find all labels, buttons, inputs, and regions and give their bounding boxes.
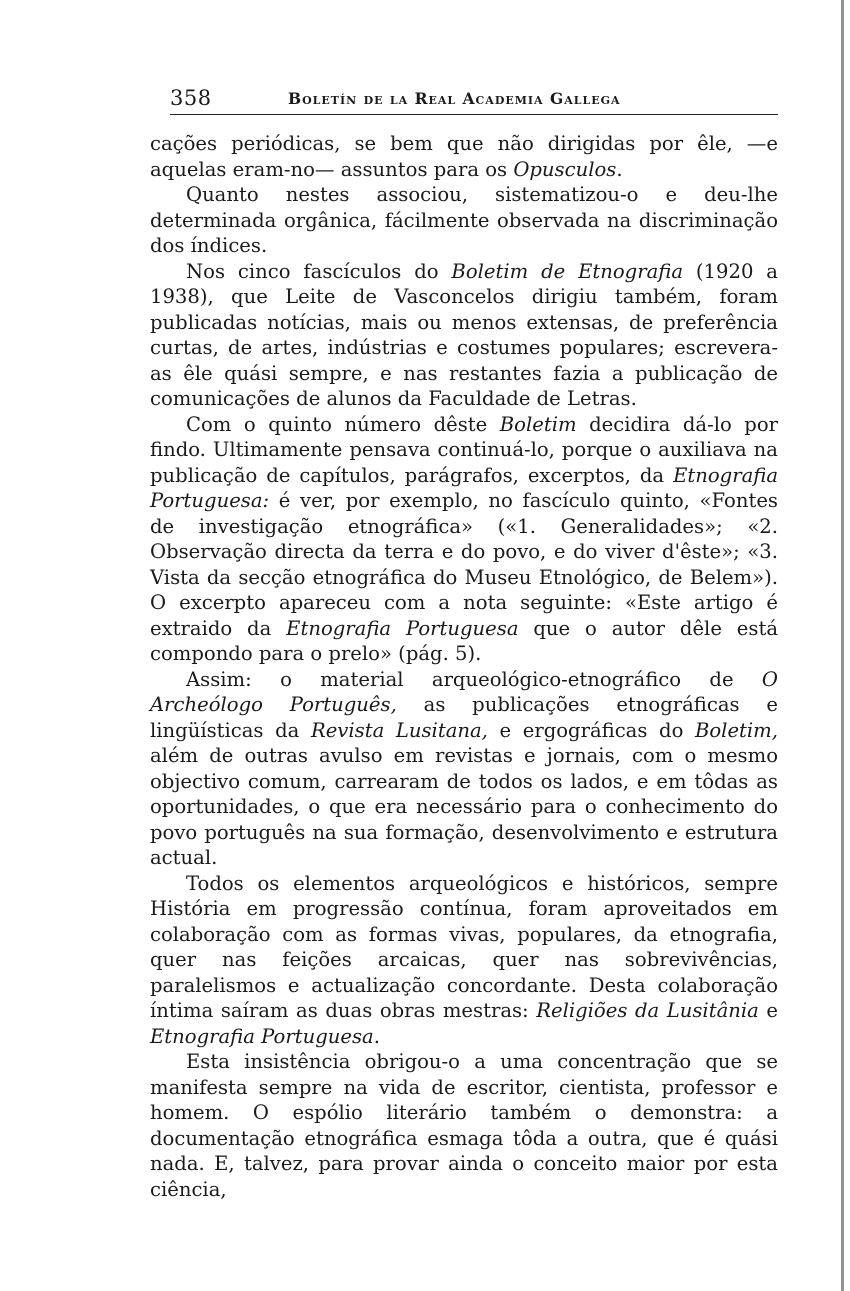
paragraph bbox=[150, 412, 778, 667]
text-run: as publicações etnográficas e lingüísticas da bbox=[150, 693, 778, 742]
paragraph bbox=[150, 131, 778, 182]
text-run: Assim: o material arqueológico-etnográfico de bbox=[186, 667, 762, 691]
text-run: (1920 a 1938), que Leite de Vasconcelos dirigiu também, foram publicadas notícias, mais ou menos extensas, de preferência curtas, de artes, indústrias e costumes populares; escrevera-as êle quási sempre, e nas restantes fazia a publicação de comunicações de alunos da Faculdade de Letras. bbox=[150, 259, 778, 410]
italic-title-text: Boletim bbox=[499, 412, 577, 436]
italic-title-text: O Archeólogo Português, bbox=[150, 667, 778, 716]
italic-title-text: Etnografia Portuguesa: bbox=[150, 463, 778, 512]
italic-title-text: Revista Lusitana, bbox=[310, 718, 488, 742]
italic-title-text: Opusculos bbox=[513, 157, 617, 181]
text-run: além de outras avulso em revistas e jornais, com o mesmo objectivo comum, carrearam de todos os lados, e em tôdas as oportunidades, o que era necessário para o conhecimento do povo português na sua formação, desenvolvimento e estrutura actual. bbox=[150, 744, 778, 869]
body-text bbox=[150, 131, 778, 1202]
page-edge-shadow bbox=[841, 0, 844, 1291]
text-run: Todos os elementos arqueológicos e históricos, sempre História em progressão contínua, foram aproveitados em colaboração com as formas vivas, populares, da etnografia, quer nas feições arcaicas, quer nas sobrevivências, paralelismos e actualização concordante. Desta colaboração íntima saíram as duas obras mestras: bbox=[150, 871, 778, 1022]
text-run: Quanto nestes associou, sistematizou-o e deu-lhe determinada orgânica, fácilmente observada na discriminação dos índices. bbox=[150, 183, 778, 257]
text-run: cações periódicas, se bem que não dirigidas por êle, —e aquelas eram-no— assuntos para os bbox=[150, 132, 778, 181]
text-run: Nos cinco fascículos do bbox=[186, 259, 452, 283]
paragraph bbox=[150, 1049, 778, 1202]
paragraph bbox=[150, 667, 778, 871]
text-run: e ergográficas do bbox=[487, 718, 695, 742]
text-run: e bbox=[758, 999, 778, 1022]
italic-title-text: Boletim, bbox=[694, 718, 778, 742]
text-run: é ver, por exemplo, no fascículo quinto, «Fontes de investigação etnográfica» («1. Generalidades»; «2. Observação directa da terra e do povo, e do viver d'êste»; «3. Vista da secção etnográfica do Museu Etnológico, de Belem»). O excerpto apareceu com a nota seguinte: «Este artigo é extraido da bbox=[150, 489, 778, 640]
text-run: . bbox=[616, 157, 623, 181]
paragraph bbox=[150, 182, 778, 259]
text-run: decidira dá-lo por findo. Ultimamente pensava continuá-lo, porque o auxiliava na publicação de capítulos, parágrafos, excerptos, da bbox=[150, 412, 778, 487]
paragraph bbox=[150, 871, 778, 1050]
running-title: Boletín de la Real Academia Gallega bbox=[288, 89, 621, 108]
text-run: Com o quinto número dêste bbox=[186, 412, 500, 436]
italic-title-text: Etnografia Portuguesa bbox=[286, 616, 519, 640]
italic-title-text: Religiões da Lusitânia bbox=[536, 999, 759, 1022]
running-header bbox=[170, 86, 778, 115]
paragraph bbox=[150, 259, 778, 412]
page-number: 358 bbox=[170, 86, 212, 110]
italic-title-text: Boletim de Etnografia bbox=[451, 259, 684, 283]
text-run: . bbox=[373, 1024, 380, 1048]
text-run: Esta insistência obrigou-o a uma concentração que se manifesta sempre na vida de escritor, cientista, professor e homem. O espólio literário também o demonstra: a documentação etnográfica esmaga tôda a outra, que é quási nada. E, talvez, para provar ainda o conceito maior por esta ciência, bbox=[150, 1050, 778, 1201]
italic-title-text: Etnografia Portuguesa bbox=[150, 1024, 374, 1048]
text-run: que o autor dêle está compondo para o prelo» (pág. 5). bbox=[150, 616, 778, 665]
